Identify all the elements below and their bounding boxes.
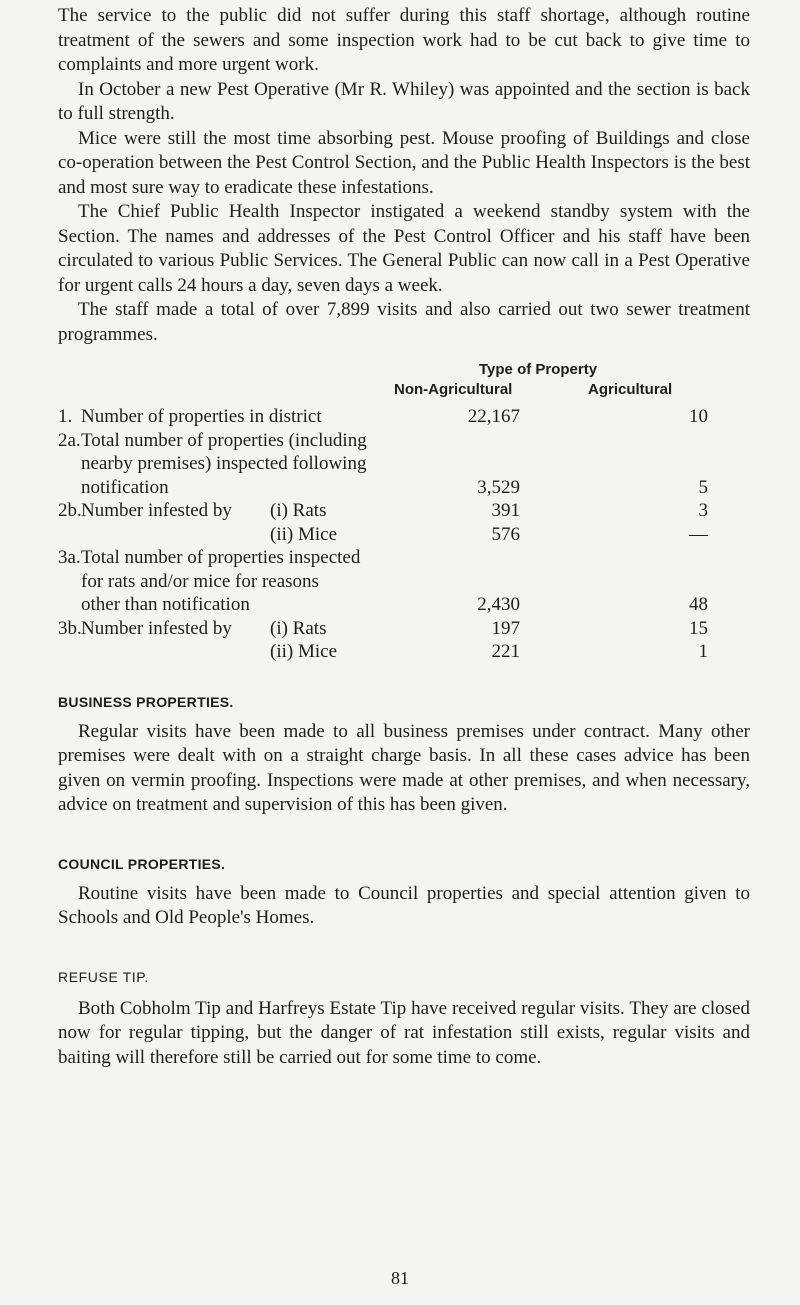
property-table [58,359,750,664]
non-agricultural-header: Non-Agricultural [394,381,513,398]
table-row-continuation [58,593,750,617]
row-label: notification [81,476,169,498]
paragraph-new-operative: In October a new Pest Operative (Mr R. Whiley) was appointed and the section is back to full strength. [58,78,750,124]
row-number: 1. [58,406,73,427]
non-agricultural-value: 576 [491,523,520,545]
agricultural-value: 1 [698,641,708,662]
table-row-continuation [58,476,750,500]
row-label: Number infested by [81,617,232,639]
non-agricultural-value: 2,430 [477,594,520,615]
table-row [58,405,750,429]
agricultural-value: 3 [698,500,708,521]
paragraph-standby-system: The Chief Public Health Inspector instigated a weekend standby system with the Section. The names and addresses of the Pest Control Officer and his staff have been circulated to various Public Services. The General Public can now call in a Pest Operative for urgent calls 24 hours a day, seven days a week. [58,201,750,296]
sub-label-rats: (i) Rats [270,617,327,639]
sub-label-mice: (ii) Mice [270,523,338,545]
table-row [58,617,750,641]
paragraph-visits-total: The staff made a total of over 7,899 visits and also carried out two sewer treatment programmes. [58,299,750,345]
refuse-tip-heading: REFUSE TIP. [58,968,149,985]
row-label: for rats and/or mice for reasons [81,570,319,592]
row-number: 3a. [58,547,81,568]
council-properties-heading: COUNCIL PROPERTIES. [58,855,226,872]
row-number: 2b. [58,500,82,521]
row-label: nearby premises) inspected following [81,453,367,474]
row-label: Number infested by [81,500,232,521]
agricultural-value: 5 [698,476,708,498]
sub-label-rats: (i) Rats [270,500,327,521]
table-row-continuation [58,452,750,476]
row-number: 2a. [58,429,81,451]
table-row-continuation [58,640,750,664]
non-agricultural-value: 197 [491,617,520,639]
agricultural-value: 48 [689,594,708,615]
page-number: 81 [391,1268,409,1288]
row-label: Total number of properties (including [81,429,367,451]
type-of-property-header: Type of Property [479,361,598,378]
table-header [58,359,750,405]
agricultural-value: 10 [689,406,708,427]
table-row [58,429,750,453]
sub-label-mice: (ii) Mice [270,641,338,662]
paragraph-mice: Mice were still the most time absorbing pest. Mouse proofing of Buildings and close co-operation between the Pest Control Section, and the Public Health Inspectors is the best and most sure way to eradicate these infestations. [58,127,750,198]
paragraph-staff-shortage: The service to the public did not suffer during this staff shortage, although routine treatment of the sewers and some inspection work had to be cut back to give time to complaints and more urgent work. [58,5,750,75]
non-agricultural-value: 221 [491,641,520,662]
table-row-continuation [58,570,750,594]
table-row [58,499,750,523]
table-row [58,546,750,570]
agricultural-header: Agricultural [588,381,673,398]
row-label: Number of properties in district [81,406,322,427]
business-properties-text: Regular visits have been made to all business premises under contract. Many other premises were dealt with on a straight charge basis. In all these cases advice has been given on vermin proofing. Inspections were made at other premises, and when necessary, advice on treatment and supervision of this has been given. [58,720,750,815]
non-agricultural-value: 3,529 [477,476,520,498]
agricultural-value: — [689,523,708,545]
refuse-tip-text: Both Cobholm Tip and Harfreys Estate Tip have received regular visits. They are closed now for regular tipping, but the danger of rat infestation still exists, regular visits and baiting will therefore still be carried out for some time to come. [58,997,750,1068]
table-row-continuation [58,523,750,547]
row-label: Total number of properties inspected [81,547,361,568]
row-number: 3b. [58,617,82,639]
non-agricultural-value: 391 [491,500,520,521]
non-agricultural-value: 22,167 [467,406,520,427]
agricultural-value: 15 [689,617,708,639]
business-properties-heading: BUSINESS PROPERTIES. [58,693,234,710]
row-label: other than notification [81,594,250,615]
council-properties-text: Routine visits have been made to Council properties and special attention given to Schools and Old People's Homes. [58,882,750,928]
